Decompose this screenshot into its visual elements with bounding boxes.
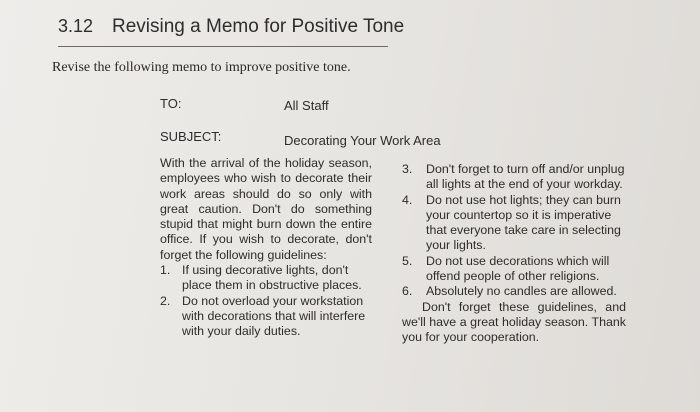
exercise-title: Revising a Memo for Positive Tone (112, 16, 405, 37)
exercise-instruction: Revise the following memo to improve positive tone. (52, 60, 351, 75)
memo-left-column (160, 156, 372, 340)
list-item: 3. Don't forget to turn off and/or unplug all lights at the end of your workday. (402, 162, 625, 192)
memo-subject-value: Decorating Your Work Area (284, 133, 441, 148)
memo-intro: With the arrival of the holiday season, employees who wish to decorate their work areas should do so only with great caution. Don't do something stupid that might burn down the entire office. If you wish to decorate, don't forget the following guidelines: (160, 156, 372, 262)
guideline-list (160, 263, 372, 339)
memo-to-value: All Staff (284, 98, 329, 113)
list-item: 5. Do not use decorations which will offend people of other religions. (402, 253, 610, 284)
memo-closing: Don't forget these guidelines, and we'll have a great holiday season. Thank you for your cooperation. (402, 299, 626, 345)
guideline-list-continued (402, 162, 626, 300)
list-item: 4. Do not use hot lights; they can burn your countertop so it is imperative that everyone take care in selecting your lights. (402, 192, 621, 253)
memo-right-column (402, 162, 626, 346)
exercise-number: 3.12 (58, 16, 94, 36)
list-item: 1. If using decorative lights, don't place them in obstructive places. (160, 263, 362, 293)
memo-to-label: TO: (160, 96, 182, 111)
list-item: 6. Absolutely no candles are allowed. (402, 284, 617, 299)
exercise-heading (58, 16, 405, 47)
memo-subject-label: SUBJECT: (160, 129, 222, 144)
list-item: 2. Do not overload your workstation with decorations that will interfere with your daily duties. (160, 293, 366, 339)
